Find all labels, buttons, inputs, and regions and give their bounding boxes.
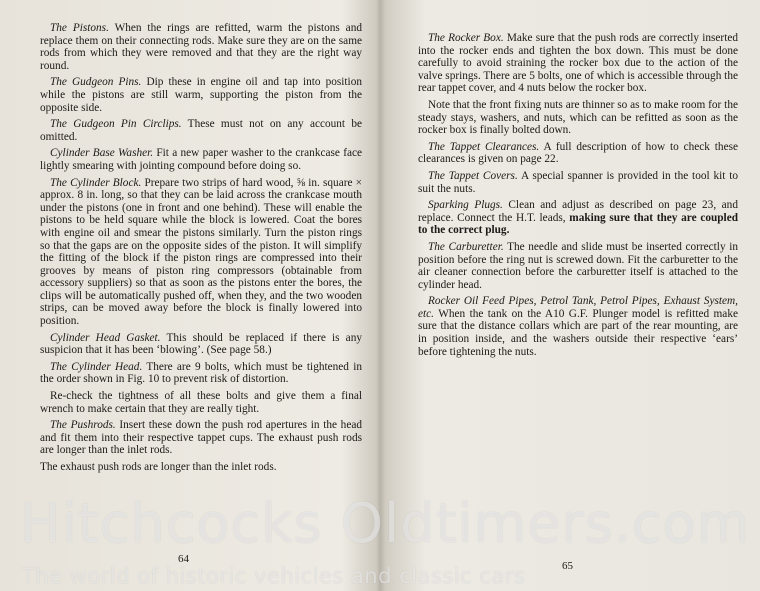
paragraph-cylinder-head: The Cylinder Head. There are 9 bolts, which must be tightened in the order shown in Fig. 10 to prevent risk of distortion.: [40, 360, 362, 386]
paragraph-front-fixing-nuts: Note that the front fixing nuts are thinner so as to make room for the steady stays, washers, and nuts, which can be refitted as soon as the rocker box is finally bolted down.: [418, 98, 738, 137]
paragraph-cylinder-head-gasket: Cylinder Head Gasket. This should be replaced if there is any suspicion that it has been ‘blowing’. (See page 58.): [40, 331, 362, 357]
right-page: [418, 32, 738, 362]
paragraph-carburetter: The Carburetter. The needle and slide must be inserted correctly in position before the ring nut is screwed down. Fit the carburetter to the air cleaner connection before the carburetter itself is attached to the cylinder head.: [418, 240, 738, 291]
page-number-right: 65: [562, 560, 573, 572]
page-number-left: 64: [178, 553, 189, 565]
paragraph-rocker-oil-feed-pipes: Rocker Oil Feed Pipes, Petrol Tank, Petrol Pipes, Exhaust System, etc. When the tank on the A10 G.F. Plunger model is refitted make sure that the distance collars which are part of the rear mounting, are in position inside, and the washers outside their respective ‘ears’ before tightening the nuts.: [418, 295, 738, 358]
paragraph-pushrods-note: The exhaust push rods are longer than the inlet rods.: [40, 461, 277, 473]
paragraph-recheck-bolts: Re-check the tightness of all these bolts and give them a final wrench to make certain that they are really tight.: [40, 390, 362, 415]
paragraph-cylinder-base-washer: Cylinder Base Washer. Fit a new paper washer to the crankcase face lightly smearing with jointing compound before doing so.: [40, 147, 362, 172]
paragraph-pistons: The Pistons. When the rings are refitted, warm the pistons and replace them on their connecting rods. Make sure they are on the same rods from which they were removed and that they are the right way round.: [40, 22, 362, 72]
paragraph-rocker-box: The Rocker Box. Make sure that the push rods are correctly inserted into the rocker ends and tighten the box down. This must be done carefully to avoid straining the rocker box due to the action of the valve springs. There are 5 bolts, one of which is accessible through the rear tappet cover, and 4 nuts below the rocker box.: [418, 32, 738, 95]
left-page: [40, 22, 362, 478]
paragraph-tappet-covers: The Tappet Covers. A special spanner is provided in the tool kit to suit the nuts.: [418, 169, 738, 195]
paragraph-cylinder-block: The Cylinder Block. Prepare two strips of hard wood, ⅝ in. square × approx. 8 in. long, so that they can be laid across the crankcase mouth under the pistons (one in front and one behind). These will enable the pistons to be held square while the block is lowered. Coat the bores with engine oil and smear the pistons similarly. Turn the piston rings so that the gaps are on the opposite sides of the piston. It will simplify the fitting of the block if the piston rings are compressed into their grooves by means of piston ring compressors (obtainable from accessory suppliers) so that as soon as the pistons enter the bores, the clips will be automatically pushed off, when they, and the two wooden strips, can be moved away before the block is finally lowered into position.: [40, 176, 363, 328]
watermark-tagline: The world of historic vehicles and classic cars: [22, 564, 526, 588]
paragraph-pushrods: The Pushrods. Insert these down the push rod apertures in the head and fit them into their respective tappet cups. The exhaust push rods are longer than the inlet rods.: [40, 419, 363, 457]
paragraph-gudgeon-pins: The Gudgeon Pins. Dip these in engine oil and tap into position while the pistons are still warm, supporting the piston from the opposite side.: [40, 76, 362, 114]
paragraph-gudgeon-pin-circlips: The Gudgeon Pin Circlips. These must not on any account be omitted.: [40, 118, 362, 143]
paragraph-tappet-clearances: The Tappet Clearances. A full description of how to check these clearances is given on page 22.: [418, 140, 739, 166]
paragraph-sparking-plugs: Sparking Plugs. Clean and adjust as described on page 23, and replace. Connect the H.T. leads, making sure that they are coupled to the correct plug.: [418, 199, 738, 237]
watermark-site-name: Hitchcocks Oldtimers.com: [20, 492, 751, 555]
